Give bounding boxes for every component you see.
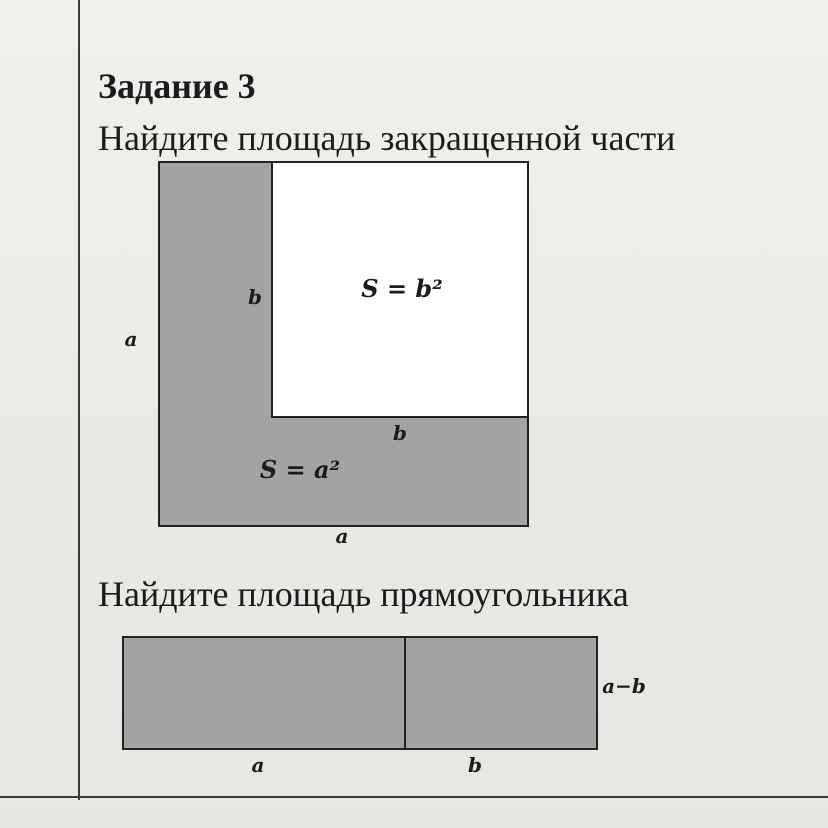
task-title: Задание 3 <box>98 66 256 106</box>
figure-squares <box>125 162 528 548</box>
rectangle-part-b <box>405 637 597 749</box>
figure-rectangle <box>123 637 646 777</box>
label-inner-side-left: b <box>248 285 262 309</box>
task1-prompt: Найдите площадь закращенной части <box>98 118 676 158</box>
label-outer-side-bottom: a <box>335 524 349 548</box>
label-outer-area: S = a² <box>259 455 341 484</box>
task2-prompt: Найдите площадь прямоугольника <box>98 574 629 614</box>
rectangle-part-a <box>123 637 405 749</box>
label-width-b: b <box>468 753 482 777</box>
label-width-a: a <box>251 753 265 777</box>
label-inner-area: S = b² <box>361 274 443 303</box>
label-inner-side-bottom: b <box>393 421 407 445</box>
label-outer-side-left: a <box>124 327 138 351</box>
label-height: a−b <box>602 674 646 698</box>
